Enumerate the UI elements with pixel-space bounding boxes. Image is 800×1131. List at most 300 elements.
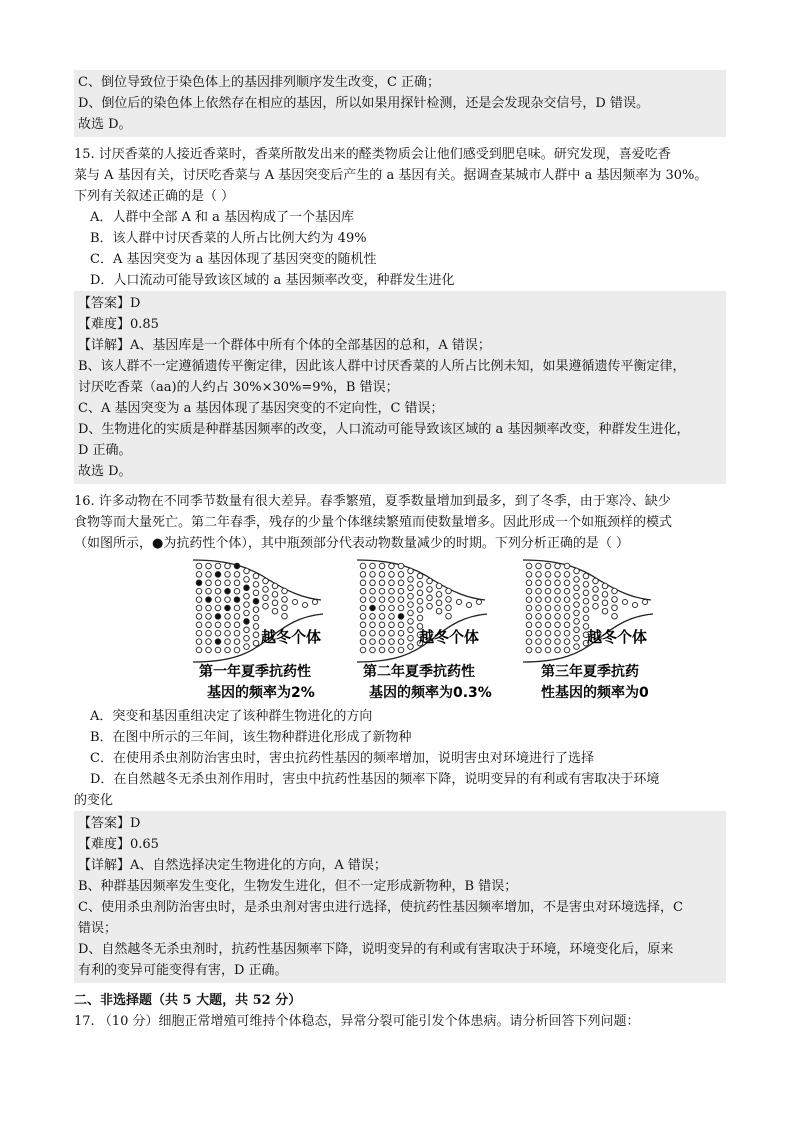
individual-dot [206,614,212,620]
individual-dot [244,593,250,599]
resistant-individual-dot [196,580,202,586]
winter-label-3: 越冬个体 [587,628,648,646]
resistant-individual-dot [225,605,231,611]
individual-dot [574,585,580,591]
bottleneck-panel [523,560,653,662]
individual-dot [526,563,532,569]
individual-dot [370,572,376,578]
caption-2-line-2: 基因的频率为0.3% [369,685,492,701]
individual-dot [234,614,240,620]
individual-dot [545,597,551,603]
individual-dot [379,630,385,636]
individual-dot [564,639,570,645]
individual-dot [612,605,618,611]
detail-line: C、倒位导致位于染色体上的基因排列顺序发生改变，C 正确； [78,75,441,90]
individual-dot [446,597,452,603]
individual-dot [244,644,250,650]
individual-dot [379,588,385,594]
individual-dot [206,622,212,628]
individual-dot [545,563,551,569]
bottleneck-panel [357,560,487,662]
individual-dot [417,590,423,596]
individual-dot [536,614,542,620]
individual-dot [602,608,608,614]
individual-dot [225,572,231,578]
individual-dot [574,635,580,641]
individual-dot [427,587,433,593]
individual-dot [536,597,542,603]
individual-dot [282,588,288,594]
individual-dot [282,613,288,619]
individual-dot [379,622,385,628]
individual-dot [360,563,366,569]
individual-dot [408,644,414,650]
individual-dot [206,639,212,645]
question-16 [74,491,726,811]
individual-dot [379,563,385,569]
individual-dot [612,588,618,594]
individual-dot [555,622,561,628]
detail-line: 【详解】A、基因库是一个群体中所有个体的全部基因的总和，A 错误； [78,338,491,353]
individual-dot [234,647,240,653]
individual-dot [632,602,637,607]
individual-dot [234,580,240,586]
individual-dot [234,605,240,611]
individual-dot [564,588,570,594]
caption-2-line-1: 第二年夏季抗药性 [363,664,475,680]
document-page [74,70,726,1032]
individual-dot [215,630,221,636]
individual-dot [555,572,561,578]
individual-dot [446,613,452,619]
individual-dot [545,622,551,628]
resistant-individual-dot [370,605,376,611]
individual-dot [244,610,250,616]
individual-dot [379,605,385,611]
individual-dot [370,614,376,620]
individual-dot [360,630,366,636]
individual-dot [593,603,599,609]
detail-line: D、生物进化的实质是种群基因频率的改变，人口流动可能导致该区域的 a 基因频率改变，种群发生进化， [78,422,690,437]
individual-dot [398,572,404,578]
individual-dot [389,630,395,636]
individual-dot [476,599,481,604]
individual-dot [206,572,212,578]
individual-dot [398,622,404,628]
individual-dot [244,627,250,633]
resistant-individual-dot [225,588,231,594]
individual-dot [526,605,532,611]
difficulty-label: 【难度】0.85 [78,317,159,332]
individual-dot [215,647,221,653]
caption-1-line-2: 基因的频率为2% [207,685,315,701]
individual-dot [555,563,561,569]
individual-dot [574,593,580,599]
individual-dot [253,573,259,579]
individual-dot [253,640,259,646]
individual-dot [398,647,404,653]
detail-line: 错误； [78,921,118,936]
individual-dot [427,578,433,584]
individual-dot [536,622,542,628]
individual-dot [206,580,212,586]
individual-dot [602,600,608,606]
individual-dot [360,580,366,586]
individual-dot [436,583,442,589]
individual-dot [389,622,395,628]
individual-dot [398,563,404,569]
individual-dot [370,630,376,636]
individual-dot [263,587,269,593]
detail-line: B、该人群不一定遵循遗传平衡定律，因此该人群中讨厌香菜的人所占比例未知，如果遵循遗传平衡定律， [78,359,686,374]
answer-label: 【答案】D [78,296,141,311]
individual-dot [612,597,618,603]
individual-dot [244,635,250,641]
individual-dot [526,647,532,653]
individual-dot [253,615,259,621]
individual-dot [456,599,461,604]
individual-dot [196,639,202,645]
individual-dot [196,588,202,594]
individual-dot [263,603,269,609]
individual-dot [583,582,589,588]
question-stem: 15. 讨厌香菜的人接近香菜时，香菜所散发出来的醛类物质会让他们感受到肥皂味。研究发现，喜爱吃香 [74,147,671,162]
caption-3-line-1: 第三年夏季抗药 [541,664,639,680]
individual-dot [526,639,532,645]
individual-dot [564,647,570,653]
question-17-stem: 17. （10 分）细胞正常增殖可维持个体稳态，异常分裂可能引发个体患病。请分析回答下列问题： [74,1014,640,1029]
individual-dot [536,580,542,586]
individual-dot [389,614,395,620]
individual-dot [446,605,452,611]
individual-dot [593,595,599,601]
individual-dot [253,607,259,613]
individual-dot [389,647,395,653]
individual-dot [244,602,250,608]
individual-dot [379,580,385,586]
individual-dot [253,632,259,638]
individual-dot [564,614,570,620]
individual-dot [196,563,202,569]
individual-dot [574,627,580,633]
question-15 [74,144,726,291]
individual-dot [417,615,423,621]
individual-dot [526,614,532,620]
individual-dot [427,595,433,601]
individual-dot [612,613,618,619]
individual-dot [545,647,551,653]
individual-dot [234,630,240,636]
individual-dot [536,639,542,645]
resistant-individual-dot [244,619,250,625]
individual-dot [360,614,366,620]
individual-dot [225,563,231,569]
individual-dot [389,580,395,586]
bottleneck-panel [193,560,323,662]
individual-dot [526,622,532,628]
individual-dot [360,647,366,653]
individual-dot [206,605,212,611]
individual-dot [408,602,414,608]
detail-line: B、种群基因频率发生变化，生物发生进化，但不一定形成新物种，B 错误； [78,879,518,894]
individual-dot [370,580,376,586]
individual-dot [593,578,599,584]
individual-dot [370,622,376,628]
individual-dot [564,580,570,586]
individual-dot [360,605,366,611]
individual-dot [370,563,376,569]
individual-dot [215,563,221,569]
individual-dot [398,630,404,636]
individual-dot [545,572,551,578]
individual-dot [408,568,414,574]
individual-dot [408,577,414,583]
bottleneck-figure [74,558,726,704]
individual-dot [536,630,542,636]
option-d-continued: 的变化 [74,793,114,808]
individual-dot [379,614,385,620]
individual-dot [370,647,376,653]
individual-dot [282,597,288,603]
detail-line: D 正确。 [78,443,132,458]
individual-dot [379,572,385,578]
individual-dot [225,639,231,645]
individual-dot [196,622,202,628]
individual-dot [555,639,561,645]
individual-dot [564,630,570,636]
option-b: B．在图中所示的三年间，该生物种群进化形成了新物种 [90,730,412,745]
individual-dot [370,639,376,645]
individual-dot [370,588,376,594]
bottleneck-diagram [191,558,711,704]
detail-line: C、A 基因突变为 a 基因体现了基因突变的不定向性，C 错误； [78,401,444,416]
winter-label-1: 越冬个体 [261,628,322,646]
option-a: A．突变和基因重组决定了该种群生物进化的方向 [90,709,373,724]
individual-dot [379,639,385,645]
individual-dot [564,622,570,628]
individual-dot [360,622,366,628]
individual-dot [583,573,589,579]
winter-label-2: 越冬个体 [419,628,480,646]
individual-dot [312,599,317,604]
individual-dot [206,588,212,594]
detail-line: 讨厌吃香菜（aa)的人约占 30%×30%=9%，B 错误； [78,380,399,395]
individual-dot [408,593,414,599]
individual-dot [196,647,202,653]
individual-dot [215,622,221,628]
individual-dot [263,578,269,584]
individual-dot [555,605,561,611]
option-c: C．A 基因突变为 a 基因体现了基因突变的随机性 [90,252,377,267]
individual-dot [398,605,404,611]
individual-dot [389,588,395,594]
resistant-individual-dot [215,572,221,578]
individual-dot [234,639,240,645]
individual-dot [408,619,414,625]
resistant-individual-dot [234,563,240,569]
previous-answer-block [74,70,726,137]
individual-dot [389,639,395,645]
individual-dot [234,588,240,594]
question-stem: 菜与 A 基因有关，讨厌吃香菜与 A 基因突变后产生的 a 基因有关。据调查某城市人群中 a 基因频率为 30%。 [74,168,708,183]
individual-dot [436,600,442,606]
individual-dot [398,597,404,603]
individual-dot [272,583,278,589]
individual-dot [225,580,231,586]
resistant-individual-dot [206,597,212,603]
individual-dot [215,580,221,586]
individual-dot [196,572,202,578]
individual-dot [272,600,278,606]
individual-dot [436,592,442,598]
individual-dot [545,580,551,586]
individual-dot [196,605,202,611]
individual-dot [360,597,366,603]
individual-dot [602,583,608,589]
individual-dot [360,588,366,594]
option-c: C．在使用杀虫剂防治害虫时，害虫抗药性基因的频率增加，说明害虫对环境进行了选择 [90,751,594,766]
individual-dot [206,563,212,569]
individual-dot [408,627,414,633]
individual-dot [583,598,589,604]
individual-dot [225,622,231,628]
detail-line: D、倒位后的染色体上依然存在相应的基因，所以如果用探针检测，还是会发现杂交信号，D 错误。 [78,96,649,111]
individual-dot [292,599,297,604]
section-title: 二、非选择题（共 5 大题，共 52 分） [74,993,302,1008]
individual-dot [389,563,395,569]
difficulty-label: 【难度】0.65 [78,837,159,852]
individual-dot [379,647,385,653]
individual-dot [574,577,580,583]
individual-dot [370,597,376,603]
individual-dot [545,630,551,636]
individual-dot [593,587,599,593]
caption-1-line-1: 第一年夏季抗药性 [199,664,311,680]
individual-dot [574,619,580,625]
individual-dot [526,597,532,603]
question-stem: 下列有关叙述正确的是（ ） [74,189,235,204]
conclusion-line: 故选 D。 [78,464,132,479]
individual-dot [215,605,221,611]
individual-dot [389,572,395,578]
individual-dot [526,580,532,586]
individual-dot [389,597,395,603]
individual-dot [564,572,570,578]
individual-dot [215,588,221,594]
individual-dot [282,605,288,611]
individual-dot [526,572,532,578]
individual-dot [536,647,542,653]
individual-dot [417,582,423,588]
option-d: D．在自然越冬无杀虫剂作用时，害虫中抗药性基因的频率下降，说明变异的有利或有害取决于环境 [90,772,660,787]
individual-dot [253,582,259,588]
individual-dot [642,599,647,604]
resistant-individual-dot [398,614,404,620]
detail-line: 【详解】A、自然选择决定生物进化的方向，A 错误； [78,858,387,873]
individual-dot [225,597,231,603]
individual-dot [225,647,231,653]
individual-dot [583,615,589,621]
caption-3-line-2: 性基因的频率为0 [541,685,649,701]
question-stem: （如图所示，●为抗药性个体），其中瓶颈部分代表动物数量减少的时期。下列分析正确的是（ ） [74,536,629,551]
individual-dot [574,610,580,616]
individual-dot [360,572,366,578]
resistant-individual-dot [253,598,259,604]
individual-dot [536,572,542,578]
individual-dot [555,580,561,586]
question-stem: 16. 许多动物在不同季节数量有很大差异。春季繁殖，夏季数量增加到最多，到了冬季，由于寒冷、缺少 [74,494,671,509]
individual-dot [536,588,542,594]
individual-dot [574,568,580,574]
individual-dot [253,590,259,596]
individual-dot [263,595,269,601]
option-a: A．人群中全部 A 和 a 基因构成了一个基因库 [90,210,355,225]
option-b: B．该人群中讨厌香菜的人所占比例大约为 49% [90,231,367,246]
individual-dot [564,597,570,603]
individual-dot [398,588,404,594]
individual-dot [583,590,589,596]
individual-dot [244,568,250,574]
individual-dot [244,577,250,583]
individual-dot [555,588,561,594]
individual-dot [417,573,423,579]
individual-dot [545,605,551,611]
resistant-individual-dot [215,639,221,645]
individual-dot [555,597,561,603]
individual-dot [526,588,532,594]
individual-dot [408,635,414,641]
conclusion-line: 故选 D。 [78,117,132,132]
individual-dot [602,592,608,598]
individual-dot [417,607,423,613]
individual-dot [196,614,202,620]
individual-dot [526,630,532,636]
detail-line: C、使用杀虫剂防治害虫时，是杀虫剂对害虫进行选择，使抗药性基因频率增加，不是害虫对环境选择，C [78,900,683,915]
individual-dot [234,572,240,578]
individual-dot [536,563,542,569]
resistant-individual-dot [244,585,250,591]
individual-dot [545,639,551,645]
individual-dot [225,630,231,636]
individual-dot [225,614,231,620]
individual-dot [302,602,307,607]
individual-dot [408,585,414,591]
individual-dot [272,608,278,614]
individual-dot [398,639,404,645]
individual-dot [206,630,212,636]
individual-dot [215,597,221,603]
individual-dot [555,614,561,620]
answer-label: 【答案】D [78,816,141,831]
individual-dot [360,639,366,645]
individual-dot [196,630,202,636]
individual-dot [427,603,433,609]
individual-dot [272,592,278,598]
individual-dot [379,597,385,603]
individual-dot [196,597,202,603]
detail-line: D、自然越冬无杀虫剂时，抗药性基因频率下降，说明变异的有利或有害取决于环境，环境变化后，原来 [78,942,674,957]
individual-dot [206,647,212,653]
individual-dot [389,605,395,611]
individual-dot [564,563,570,569]
individual-dot [253,624,259,630]
individual-dot [408,610,414,616]
detail-line: 有利的变异可能变得有害，D 正确。 [78,963,288,978]
option-d: D．人口流动可能导致该区域的 a 基因频率改变，种群发生进化 [90,273,455,288]
individual-dot [622,599,627,604]
individual-dot [574,602,580,608]
individual-dot [574,644,580,650]
